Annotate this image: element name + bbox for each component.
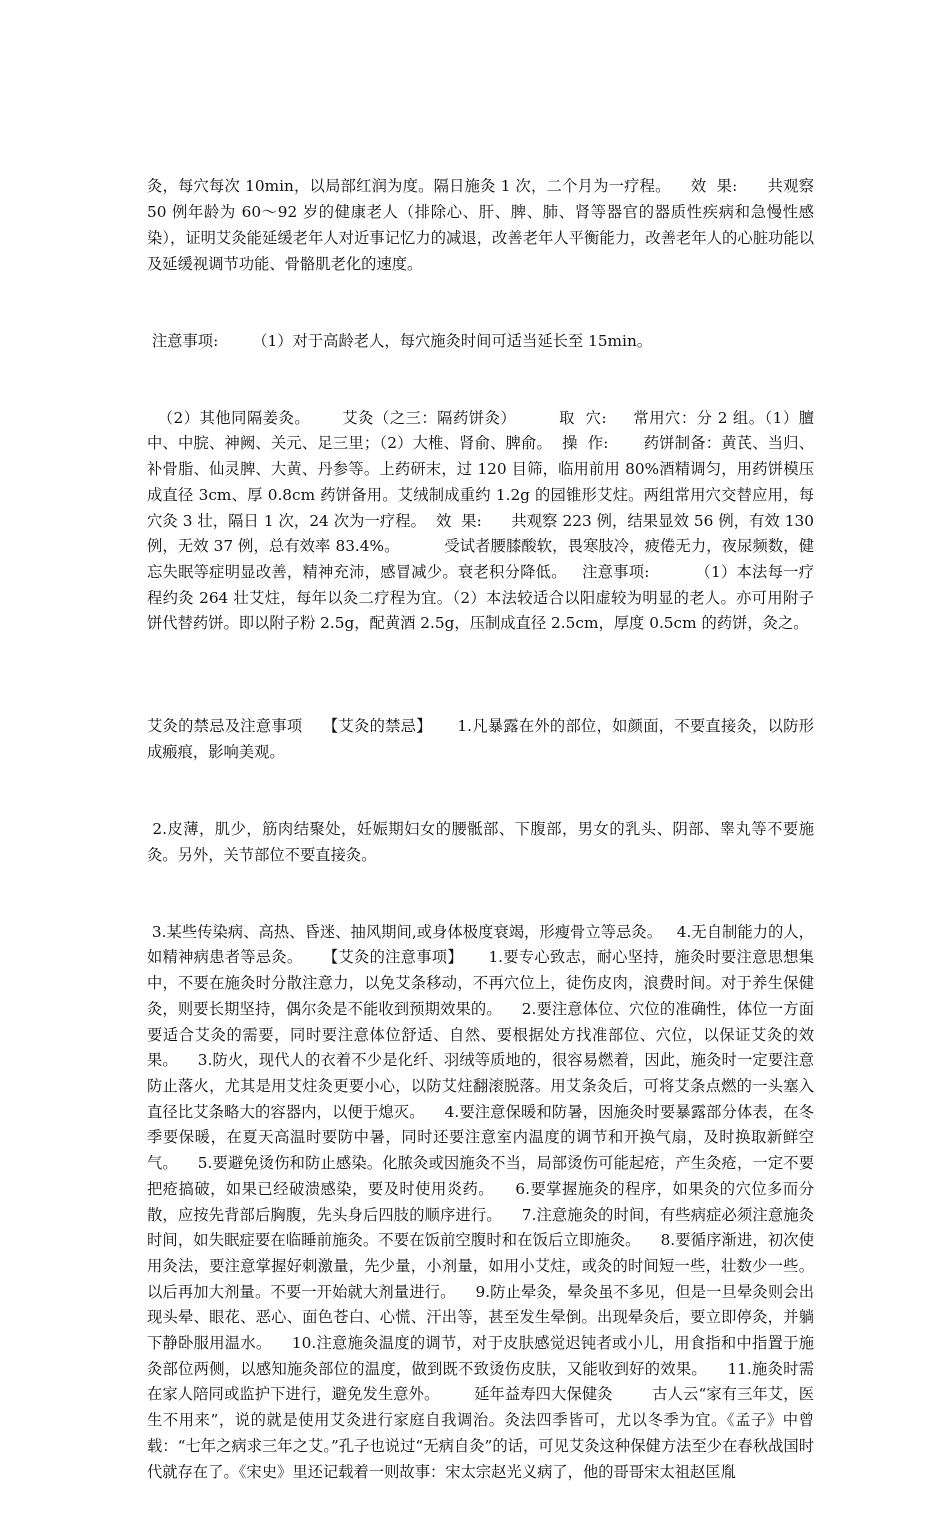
paragraph-effects: 灸，每穴每次 10min，以局部红润为度。隔日施灸 1 次，二个月为一疗程。 效 果: 共观察 50 例年龄为 60～92 岁的健康老人（排除心、肝、脾、肺、肾等器官的器质性疾病和急慢性感染），证明艾灸能延缓老年人对近事记忆力的减退，改善老年人平衡能力，改善老年人的心脏功能以及延缓视调节功能、骨骼肌老化的速度。 <box>147 177 819 273</box>
document-body <box>147 123 819 1537</box>
paragraph-contraindication-3-and-notes: 3.某些传染病、高热、昏迷、抽风期间,或身体极度衰竭，形瘦骨立等忌灸。 4.无自制能力的人，如精神病患者等忌灸。 【艾灸的注意事项】 1.要专心致志，耐心坚持，施灸时要注意思想集中，不要在施灸时分散注意力，以免艾条移动，不再穴位上，徒伤皮肉，浪费时间。对于养生保健灸，则要长期坚持，偶尔灸是不能收到预期效果的。 2.要注意体位、穴位的准确性，体位一方面要适合艾灸的需要，同时要注意体位舒适、自然、要根据处方找准部位、穴位，以保证艾灸的效果。 3.防火，现代人的衣着不少是化纤、羽绒等质地的，很容易燃着，因此，施灸时一定要注意防止落火，尤其是用艾炷灸更要小心，以防艾炷翻滚脱落。用艾条灸后，可将艾条点燃的一头塞入直径比艾条略大的容器内，以便于熄灭。 4.要注意保暖和防暑，因施灸时要暴露部分体表，在冬季要保暖，在夏天高温时要防中暑，同时还要注意室内温度的调节和开换气扇，及时换取新鲜空气。 5.要避免烫伤和防止感染。化脓灸或因施灸不当，局部烫伤可能起疮，产生灸疮，一定不要把疮搞破，如果已经破溃感染，要及时使用炎药。 6.要掌握施灸的程序，如果灸的穴位多而分散，应按先背部后胸腹，先头身后四肢的顺序进行。 7.注意施灸的时间，有些病症必须注意施灸时间，如失眠症要在临睡前施灸。不要在饭前空腹时和在饭后立即施灸。 8.要循序渐进，初次使用灸法，要注意掌握好刺激量，先少量，小剂量，如用小艾炷，或灸的时间短一些，壮数少一些。以后再加大剂量。不要一开始就大剂量进行。 9.防止晕灸，晕灸虽不多见，但是一旦晕灸则会出现头晕、眼花、恶心、面色苍白、心慌、汗出等，甚至发生晕倒。出现晕灸后，要立即停灸，并躺下静卧服用温水。 10.注意施灸温度的调节，对于皮肤感觉迟钝者或小儿，用食指和中指置于施灸部位两侧，以感知施灸部位的温度，做到既不致烫伤皮肤，又能收到好的效果。 11.施灸时需在家人陪同或监护下进行，避免发生意外。 延年益寿四大保健灸 古人云“家有三年艾，医生不用来”，说的就是使用艾灸进行家庭自我调治。灸法四季皆可，尤以冬季为宜。《孟子》中曾载：“七年之病求三年之艾。”孔子也说过“无病自灸”的话，可见艾灸这种保健方法至少在春秋战国时代就存在了。《宋史》里还记载着一则故事：宋太宗赵光义病了，他的哥哥宋太祖赵匡胤 <box>147 922 814 1481</box>
paragraph-contraindication-2: 2.皮薄，肌少，筋肉结聚处，妊娠期妇女的腰骶部、下腹部，男女的乳头、阴部、睾丸等不要施灸。另外，关节部位不要直接灸。 <box>147 819 814 864</box>
paragraph-precautions: 注意事项: （1）对于高龄老人，每穴施灸时间可适当延长至 15min。 <box>147 331 653 350</box>
paragraph-medicated-cake-moxibustion: （2）其他同隔姜灸。 艾灸（之三：隔药饼灸） 取 穴: 常用穴：分 2 组。（1）膻中、中脘、神阙、关元、足三里；（2）大椎、肾俞、脾俞。 操 作: 药饼制备：黄芪、当归、补骨脂、仙灵脾、大黄、丹参等。上药研末，过 120 目筛，临用前用 80%酒精调匀，用药饼模压成直径 3cm、厚 0.8cm 药饼备用。艾绒制成重约 1.2g 的园锥形艾炷。两组常用穴交替应用，每穴灸 3 壮，隔日 1 次，24 次为一疗程。 效 果: 共观察 223 例，结果显效 56 例，有效 130 例，无效 37 例，总有效率 83.4%。 受试者腰膝酸软，畏寒肢冷，疲倦无力，夜尿频数，健忘失眠等症明显改善，精神充沛，感冒减少。衰老积分降低。 注意事项: （1）本法每一疗程约灸 264 壮艾炷，每年以灸二疗程为宜。（2）本法较适合以阳虚较为明显的老人。亦可用附子饼代替药饼。即以附子粉 2.5g，配黄酒 2.5g，压制成直径 2.5cm，厚度 0.5cm 的药饼，灸之。 <box>147 408 819 633</box>
paragraph-contraindications-heading: 艾灸的禁忌及注意事项 【艾灸的禁忌】 1.凡暴露在外的部位，如颜面，不要直接灸，以防形成瘢痕，影响美观。 <box>147 717 814 761</box>
